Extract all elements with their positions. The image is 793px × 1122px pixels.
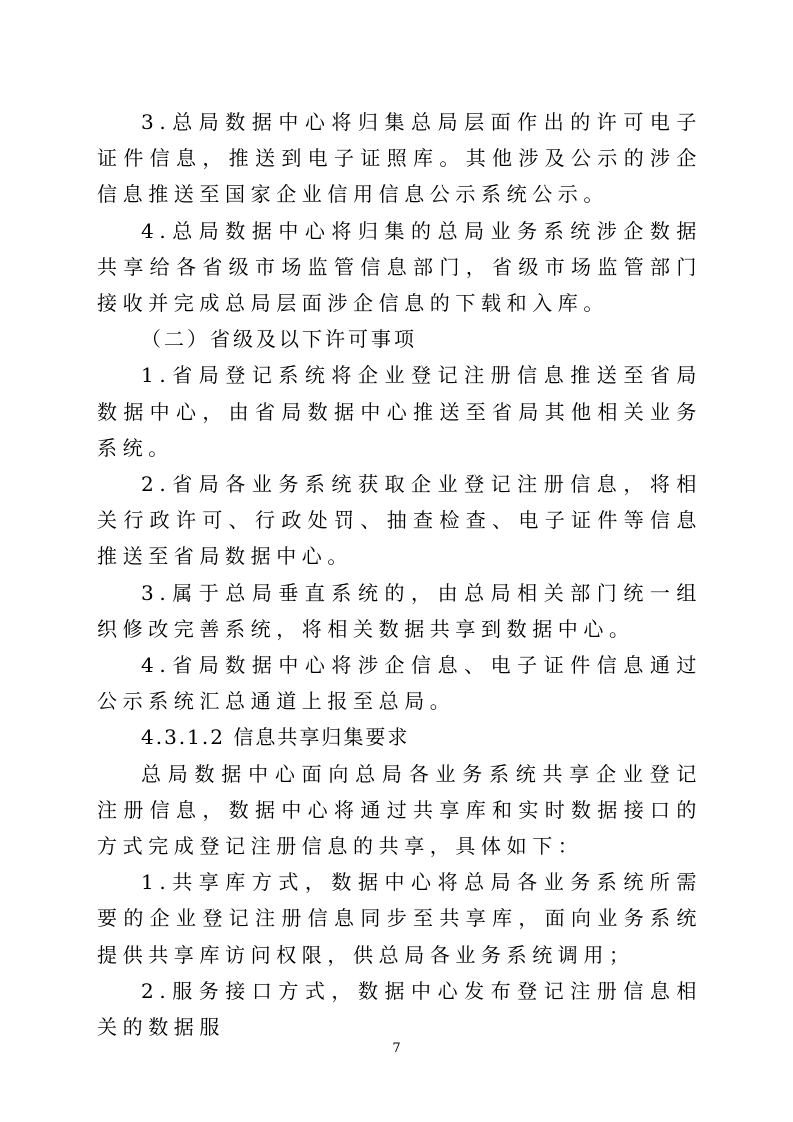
paragraph-provincial-item-2: 2.省局各业务系统获取企业登记注册信息，将相关行政许可、行政处罚、抽查检查、电子证件等信息推送至省局数据中心。	[97, 472, 702, 569]
paragraph-sharing-item-2: 2.服务接口方式，数据中心发布登记注册信息相关的数据服	[97, 978, 702, 1040]
paragraph-item-3-push-licenses: 3.总局数据中心将归集总局层面作出的许可电子证件信息，推送到电子证照库。其他涉及公示的涉企信息推送至国家企业信用信息公示系统公示。	[97, 110, 702, 207]
section-heading-provincial-licensing: （二）省级及以下许可事项	[141, 327, 417, 352]
paragraph-sharing-item-1: 1.共享库方式，数据中心将总局各业务系统所需要的企业登记注册信息同步至共享库，面向业务系统提供共享库访问权限，供总局各业务系统调用；	[97, 870, 702, 967]
paragraph-sharing-intro: 总局数据中心面向总局各业务系统共享企业登记注册信息，数据中心将通过共享库和实时数据接口的方式完成登记注册信息的共享，具体如下：	[97, 761, 702, 859]
paragraph-provincial-item-4: 4.省局数据中心将涉企信息、电子证件信息通过公示系统汇总通道上报至总局。	[97, 653, 702, 714]
page-number: 7	[392, 1041, 401, 1056]
paragraph-item-4-share-provincial: 4.总局数据中心将归集的总局业务系统涉企数据共享给各省级市场监管信息部门，省级市场监管部门接收并完成总局层面涉企信息的下载和入库。	[97, 218, 702, 316]
paragraph-provincial-item-3: 3.属于总局垂直系统的，由总局相关部门统一组织修改完善系统，将相关数据共享到数据中心。	[97, 580, 702, 641]
section-heading-4-3-1-2: 4.3.1.2 信息共享归集要求	[141, 725, 410, 750]
paragraph-provincial-item-1: 1.省局登记系统将企业登记注册信息推送至省局数据中心，由省局数据中心推送至省局其他相关业务系统。	[97, 363, 702, 460]
document-body	[97, 104, 702, 1045]
